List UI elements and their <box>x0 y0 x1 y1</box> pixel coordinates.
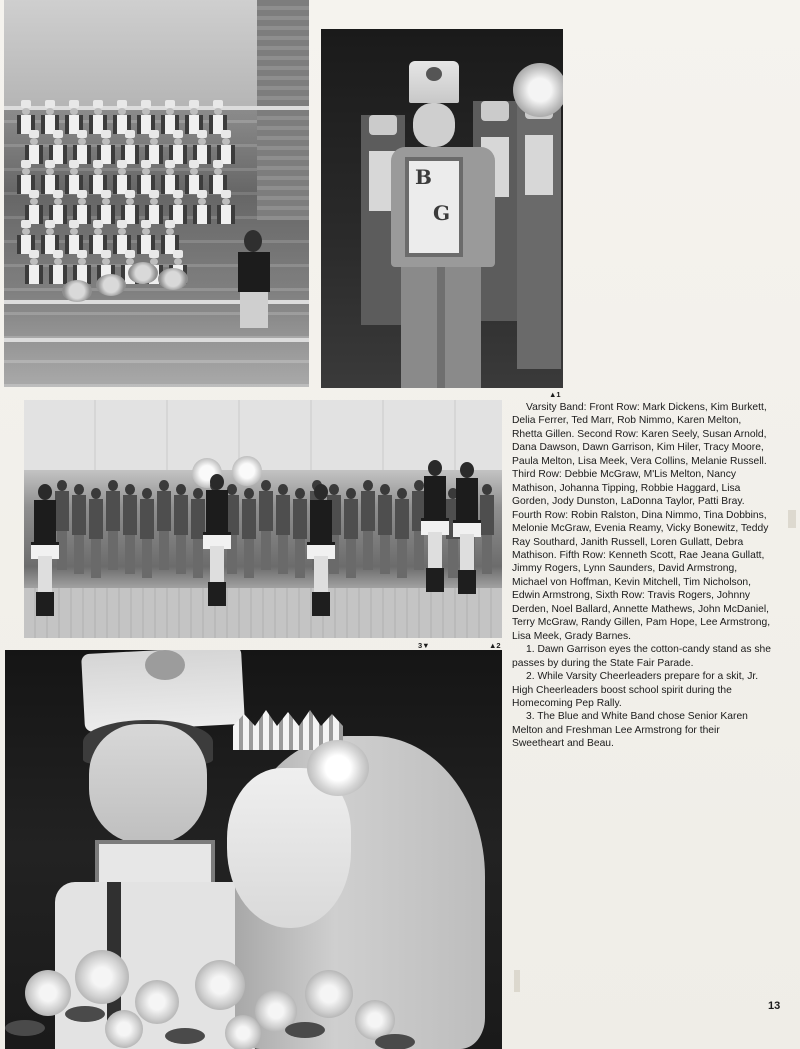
crowd-person <box>360 480 376 570</box>
leaf-icon <box>285 1022 325 1038</box>
bandsman-figure <box>136 100 156 134</box>
page-number: 13 <box>768 1000 781 1012</box>
drum <box>62 280 92 302</box>
caption-column <box>512 401 774 751</box>
bandsman-figure <box>112 160 132 194</box>
photo-sweetheart-and-beau <box>5 650 502 1049</box>
bandsman-figure <box>136 220 156 254</box>
cheerleader <box>306 484 334 634</box>
bandsman-figure <box>192 190 212 224</box>
photo-brick-wall <box>257 0 309 220</box>
cheerleader <box>452 462 480 612</box>
bandsman-figure <box>96 190 116 224</box>
bandsman-figure <box>160 220 180 254</box>
uniform-letter-b: B <box>415 165 432 189</box>
bandsman-figure <box>144 130 164 164</box>
bandsman-figure <box>120 130 140 164</box>
crowd-person <box>156 480 172 570</box>
bandsman-figure <box>96 130 116 164</box>
rose-icon <box>225 1015 261 1049</box>
leaf-icon <box>165 1028 205 1044</box>
bandsman-figure <box>168 130 188 164</box>
band-roster-caption: Varsity Band: Front Row: Mark Dickens, Kim Burkett, Delia Ferrer, Ted Marr, Rob Nimmo, Karen Melton, Rhetta Gillen. Second Row: Karen Seely, Susan Arnold, Dana Dawson, Dawn Garrison, Kim Hiler, Tracy Moore, Paula Melton, Lisa Meek, Vera Collins, Melanie Russell. Third Row: Debbie McGraw, M'Lis Melton, Nancy Mathison, Johanna Tipping, Robbie Haggard, Lisa Gorden, Jody Dunston, LaDonna Taylor, Patti Bray. Fourth Row: Robin Ralston, Dina Nimmo, Tina Dobbins, Melonie McGraw, Evenia Reamy, Vicky Bonewitz, Teddy Ray Southard, Janith Russell, Loren Gullatt, Debra Mathison. Fifth Row: Kenneth Scott, Rae Jeana Gullatt, Jimmy Rogers, Lynn Saunders, David Armstrong, Michael von Hoffman, Kevin Mitchell, Tim Nicholson, Edwin Armstrong, Sixth Row: Travis Rogers, Johnny Derden, Noel Ballard, Annette Mathews, John McDaniel, Terry McGraw, Randy Gillen, Pam Hope, Lee Armstrong, Lisa Meek, Grady Barnes. <box>512 402 771 642</box>
bandsman-figure <box>16 160 36 194</box>
bandsman-figure <box>24 250 44 284</box>
background-bandsman <box>517 99 561 369</box>
bandsman-figure <box>48 130 68 164</box>
uniform-letter-g: G <box>433 201 451 225</box>
bandsman-figure <box>48 190 68 224</box>
rose-icon <box>25 970 71 1016</box>
bandsman-figure <box>24 190 44 224</box>
rose-icon <box>105 1010 143 1048</box>
bandsman-figure <box>24 130 44 164</box>
crowd-person <box>377 484 393 574</box>
crowd-person <box>394 488 410 578</box>
cheerleader <box>420 460 448 610</box>
bandsman-figure <box>112 220 132 254</box>
page-blemish <box>514 970 520 992</box>
crowd-person <box>105 480 121 570</box>
bandsman-figure <box>88 160 108 194</box>
leaf-icon <box>65 1006 105 1022</box>
bleacher-rail <box>4 338 309 342</box>
photo-band-in-bleachers <box>4 0 309 387</box>
caption-photo-1: 1. Dawn Garrison eyes the cotton-candy stand as she passes by during the State Fair Parade. <box>512 644 771 669</box>
bandsman-figure <box>216 130 236 164</box>
bandsman-figure <box>216 190 236 224</box>
featured-band-member <box>387 61 499 388</box>
crowd-person <box>173 484 189 574</box>
bandsman-figure <box>184 100 204 134</box>
rose-icon <box>75 950 129 1004</box>
cheerleader <box>30 484 58 634</box>
crowd-person <box>241 488 257 578</box>
cheerleader <box>202 474 230 624</box>
bandsman-figure <box>120 190 140 224</box>
photo-marker-2: ▲2 <box>489 641 501 650</box>
seated-cheerleader <box>232 230 276 330</box>
bandsman-figure <box>88 220 108 254</box>
rose-icon <box>305 970 353 1018</box>
bandsman-figure <box>88 100 108 134</box>
bandsman-figure <box>64 100 84 134</box>
caption-photo-3: 3. The Blue and White Band chose Senior Karen Melton and Freshman Lee Armstrong for their Sweetheart and Beau. <box>512 711 748 750</box>
crowd-person <box>88 488 104 578</box>
bandsman-figure <box>144 190 164 224</box>
bandsman-figure <box>72 190 92 224</box>
sousaphone-bell <box>513 63 563 117</box>
leaf-icon <box>375 1034 415 1049</box>
bandsman-figure <box>40 220 60 254</box>
bandsman-figure <box>40 100 60 134</box>
photo-band-member-parade <box>321 29 563 388</box>
bandsman-figure <box>208 160 228 194</box>
bandsman-figure <box>16 220 36 254</box>
rose-bouquet <box>5 910 425 1049</box>
bandsman-figure <box>16 100 36 134</box>
bandsman-figure <box>72 250 92 284</box>
bandsman-figure <box>184 160 204 194</box>
crowd-person <box>258 480 274 570</box>
photo-pep-rally-gym <box>24 400 502 638</box>
bandsman-figure <box>192 130 212 164</box>
crowd-person <box>479 484 495 574</box>
bandsman-figure <box>48 250 68 284</box>
bandsman-figure <box>160 160 180 194</box>
bandsman-figure <box>112 100 132 134</box>
bandsman-figure <box>208 100 228 134</box>
bandsman-figure <box>72 130 92 164</box>
crowd-person <box>71 484 87 574</box>
bandsman-figure <box>168 190 188 224</box>
bandsman-figure <box>40 160 60 194</box>
rose-icon <box>135 980 179 1024</box>
bandsman-figure <box>64 220 84 254</box>
bandsman-figure <box>136 160 156 194</box>
crowd-person <box>122 484 138 574</box>
shako-hat <box>409 61 459 103</box>
drum <box>128 262 158 284</box>
crowd-person <box>139 488 155 578</box>
photo-marker-1: ▲1 <box>549 390 561 399</box>
rose-icon <box>195 960 245 1010</box>
bandsman-figure <box>160 100 180 134</box>
caption-photo-2: 2. While Varsity Cheerleaders prepare for a skit, Jr. High Cheerleaders boost school spirit during the Homecoming Pep Rally. <box>512 671 759 709</box>
leaf-icon <box>5 1020 45 1036</box>
drum <box>96 274 126 296</box>
page-blemish <box>788 510 796 528</box>
flower-icon <box>307 740 369 796</box>
drum <box>158 268 188 290</box>
crowd-person <box>343 488 359 578</box>
photo-marker-3: 3▼ <box>418 641 430 650</box>
bandsman-figure <box>64 160 84 194</box>
crowd-person <box>275 484 291 574</box>
